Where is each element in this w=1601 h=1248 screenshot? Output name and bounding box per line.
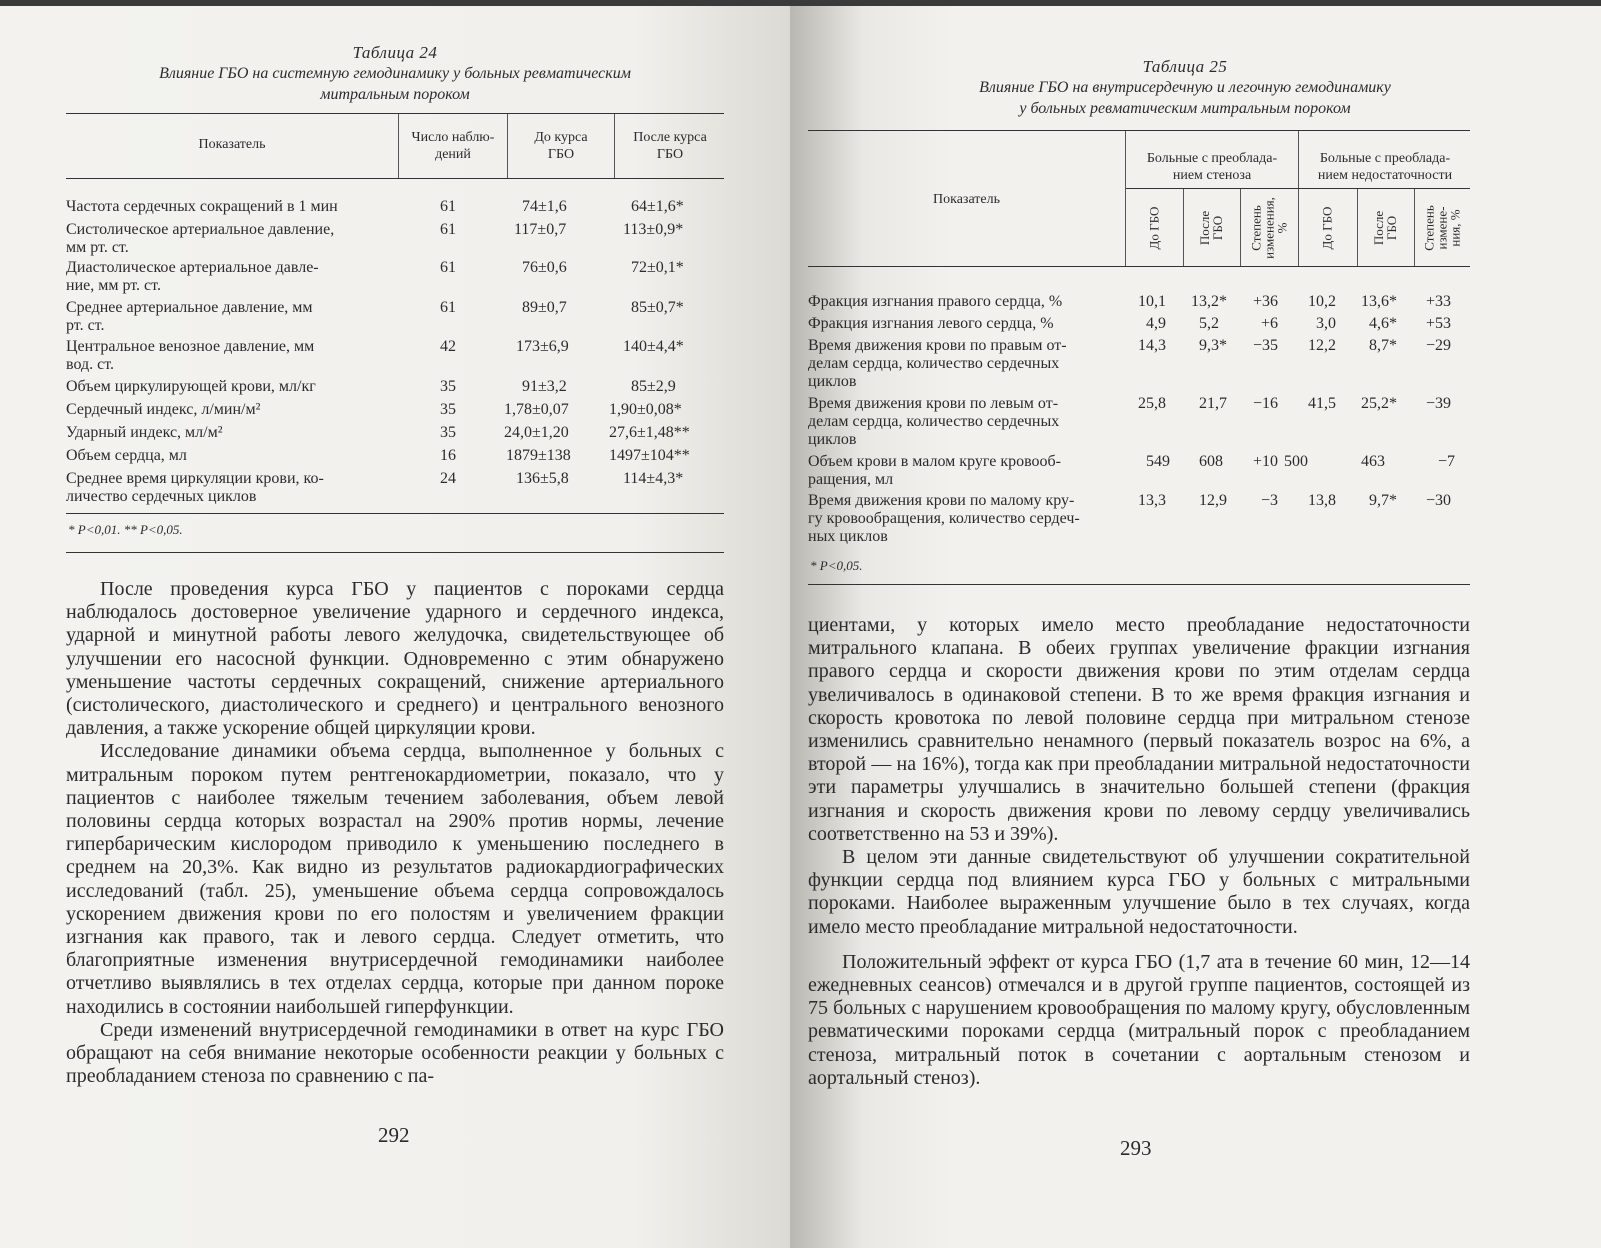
table-25-end-rule [808, 584, 1470, 585]
table-25-footnote: * P<0,05. [810, 558, 863, 573]
page-number-right: 293 [1120, 1136, 1152, 1160]
table-25-subheader [1198, 211, 1224, 245]
paragraph: В целом эти данные свидетельствуют об улучшении сократительной функции сердца под влиянием курса ГБО у больных с митральными пороками. Наиболее выраженным улучшение было в тех случаях, когда имело место преобладание митральной недостаточности. [808, 846, 1470, 938]
table-25-subheader: До ГБО [1146, 206, 1162, 250]
table-25-subheader [1250, 197, 1289, 259]
header-text: Степень изменения, % [1248, 197, 1290, 259]
paragraph: циентами, у которых имело место преобладание недостаточности митрального клапана. В обеих группах увеличение фракции изгнания правого сердца и скорости движения крови по этим отделам сердца увеличивалось в одинаковой степени. В то же время фракция изгнания и скорость кровотока по левой половине сердца при митральном стенозе изменились сравнительно ненамного (первый показатель возрос на 6%, а второй — на 16%), тогда как при преобладании митральной недостаточности эти параметры улучшались в значительно большей степени (фракция изгнания и скорость движения крови по левому сердцу увеличивались соответственно на 53 и 39%). [808, 614, 1470, 845]
paragraph: Положительный эффект от курса ГБО (1,7 ата в течение 60 мин, 12—14 ежедневных сеансов) отмечался и в другой группе пациентов, состоящей из 75 больных с нарушением кровообращения по малому кругу, обусловленным ревматическими пороками сердца (митральный порок с преобладанием стеноза, митральный поток в сочетании с аортальным стенозом и аортальный стеноз). [808, 950, 1470, 1089]
table-25-header-indicator: Показатель [933, 192, 1000, 207]
table-24-caption [70, 42, 720, 105]
table-25-col-divider [1357, 189, 1358, 266]
table-25-top-rule [808, 130, 1470, 131]
table-25-col-divider [1125, 131, 1126, 266]
table-24-number: Таблица 24 [352, 43, 438, 62]
paragraph: Исследование динамики объема сердца, выполненное у больных с митральным пороком путем рентгенокардиометрии, показало, что у пациентов с наиболее тяжелым течением заболевания, объем левой половины сердца которых возрастал на 290% против нормы, лечение гипербарическим кислородом приводило к уменьшению последнего в среднем на 20,3%. Как видно из результатов радиокардиографических исследований (табл. 25), уменьшение объема сердца сопровождалось ускорением движения крови по его полостям и увеличением фракции изгнания как правого, так и левого сердца. Следует отметить, что благоприятные изменения внутрисердечной гемодинамики наиболее отчетливо выявлялись в тех отделах сердца, которые при данном пороке находились в состоянии наибольшей гиперфункции. [66, 740, 724, 1018]
table-24-header-rule [66, 178, 724, 179]
table-25-header-group-insufficiency: Больные с преоблада- нием недостаточности [1317, 151, 1453, 183]
table-24-top-rule [66, 113, 724, 114]
table-25-header-rule [808, 266, 1470, 267]
table-25-header-group-stenosis: Больные с преоблада- нием стеноза [1146, 151, 1278, 183]
table-25-subheader [1423, 205, 1462, 251]
table-24-title-line-2: митральным пороком [320, 86, 470, 103]
table-24-header-after: После курса ГБО [633, 130, 707, 162]
table-25-subheader [1372, 211, 1398, 245]
paragraph: Среди изменений внутрисердечной гемодинамики в ответ на курс ГБО обращают на себя внимание некоторые особенности реакции у больных с преобладанием стеноза по сравнению с па- [66, 1018, 724, 1088]
header-text: Степень измене- ния, % [1421, 205, 1463, 251]
left-page-body [66, 578, 724, 1088]
table-25-col-divider [1240, 189, 1241, 266]
table-24-col-divider [614, 114, 615, 178]
header-text: После ГБО [1197, 210, 1225, 246]
table-24-footnote: * P<0,01. ** P<0,05. [68, 522, 183, 537]
table-24-end-rule [66, 552, 724, 553]
table-24-header-observations: Число наблю- дений [411, 130, 495, 162]
table-25-subheader: До ГБО [1319, 206, 1335, 250]
header-text: После ГБО [1371, 210, 1399, 246]
table-24-bottom-rule [66, 513, 724, 514]
table-25-col-divider [1183, 189, 1184, 266]
table-24-header-indicator: Показатель [198, 137, 266, 152]
left-page: Таблица 24 Влияние ГБО на системную гемодинамику у больных ревматическим митральным пороком Показатель Число наблю- дений До курса ГБО После курса ГБО Частота сердечных сокращений в 1 мин 61 74±1,6 64±1,6* Систолическое артериальное давление, мм рт. ст. 61 117±0,7 113±0,9* Диастолическое артериальное давле- ние, мм рт. ст. 61 76±0,6 72±0,1* Среднее артериальное давление, мм рт. ст. 61 89±0,7 85±0,7* Центральное венозное давление, мм вод. ст. 42 173±6,9 140±4,4* Объем циркулирующей крови, мл/кг 35 91±3,2 85±2,9 Сердечный индекс, л/мин/м² 35 1,78±0,07 1,90±0,08* Ударный индекс, мл/м² 35 24,0±1,20 27,6±1,48** Объем сердца, мл 16 1879±138 1497±104** Среднее время циркуляции крови, ко- личество сердечных циклов 24 136±5,8 114±4,3* * P<0,01. ** P<0,05. После проведения курса ГБО у пациентов с пороками сердца наблюдалось достоверное увеличение ударного и сердечного индекса, ударной и минутной работы левого желудочка, свидетельствующее об улучшении его насосной функции. Одновременно с этим обнаружено уменьшение частоты сердечных сокращений, снижение артериального (систолического, диастолического и среднего) и центрального венозного давления, а также ускорение общей циркуляции крови. Исследование динамики объема сердца, выполненное у больных с митральным пороком путем рентгенокардиометрии, показало, что у пациентов с наиболее тяжелым течением заболевания, объем левой половины сердца которых возрастал на 290% против нормы, лечение гипербарическим кислородом приводило к уменьшению последнего в среднем на 20,3%. Как видно из результатов радиокардиографических исследований (табл. 25), уменьшение объема сердца сопровождалось ускорением движения крови по его полостям и увеличением фракции изгнания как правого, так и левого сердца. Следует отметить, что благоприятные изменения внутрисердечной гемодинамики наиболее отчетливо выявлялись в тех отделах сердца, которые при данном пороке находились в состоянии наибольшей гиперфункции. Среди изменений внутрисердечной гемодинамики в ответ на курс ГБО обращают на себя внимание некоторые особенности реакции у больных с преобладанием стеноза по сравнению с па- 292 [0, 6, 790, 1248]
table-24-header-before: До курса ГБО [534, 130, 588, 162]
table-25-title-line-1: Влияние ГБО на внутрисердечную и легочную гемодинамику [979, 79, 1391, 96]
table-25-group-rule [1126, 188, 1470, 189]
page-number-left: 292 [378, 1123, 410, 1147]
right-page: Таблица 25 Влияние ГБО на внутрисердечную и легочную гемодинамику у больных ревматическим митральным пороком Показатель Больные с преоблада- нием стеноза Больные с преоблада- нием недостаточности До ГБО После ГБО Степень изменения, % До ГБО После ГБО Степень измене- ния, % Фракция изгнания правого сердца, % 10,1 13,2* +36 10,2 13,6* +33 Фракция изгнания левого сердца, % 4,9 5,2 +6 3,0 4,6* +53 Время движения крови по правым от- делам сердца, количество сердечных циклов 14,3 9,3* −35 12,2 8,7* −29 Время движения крови по левым от- делам сердца, количество сердечных циклов 25,8 21,7 −16 41,5 25,2* −39 Объем крови в малом круге кровооб- ращения, мл 549 608 +10 500 463 −7 Время движения крови по малому кру- гу кровообращения, количество сердеч- ных циклов 13,3 12,9 −3 13,8 9,7* −30 * P<0,05. циентами, у которых имело место преобладание недостаточности митрального клапана. В обеих группах увеличение фракции изгнания правого сердца и скорости движения крови по этим отделам сердца увеличивалось в одинаковой степени. В то же время фракция изгнания и скорость кровотока по левой половине сердца при митральном стенозе изменились сравнительно ненамного (первый показатель возрос на 6%, а второй — на 16%), тогда как при преобладании митральной недостаточности эти параметры улучшались в значительно большей степени (фракция изгнания и скорость движения крови по левому сердцу увеличивались соответственно на 53 и 39%). В целом эти данные свидетельствуют об улучшении сократительной функции сердца под влиянием курса ГБО у больных с митральными пороками. Наиболее выраженным улучшение было в тех случаях, когда имело место преобладание митральной недостаточности. Положительный эффект от курса ГБО (1,7 ата в течение 60 мин, 12—14 ежедневных сеансов) отмечался и в другой группе пациентов, состоящей из 75 больных с нарушением кровообращения по малому кругу, обусловленным ревматическими пороками сердца (митральный порок с преобладанием стеноза, митральный поток в сочетании с аортальным стенозом и аортальный стеноз). 293 [790, 6, 1601, 1248]
table-25-number: Таблица 25 [1142, 57, 1228, 76]
table-24-title-line-1: Влияние ГБО на системную гемодинамику у больных ревматическим [159, 65, 631, 82]
right-page-body [808, 614, 1470, 1090]
table-25-col-divider [1414, 189, 1415, 266]
paragraph: После проведения курса ГБО у пациентов с пороками сердца наблюдалось достоверное увеличение ударного и сердечного индекса, ударной и минутной работы левого желудочка, свидетельствующее об улучшении его насосной функции. Одновременно с этим обнаружено уменьшение частоты сердечных сокращений, снижение артериального (систолического, диастолического и среднего) и центрального венозного давления, а также ускорение общей циркуляции крови. [66, 578, 724, 740]
table-24-col-divider [398, 114, 399, 178]
table-25-col-divider [1298, 131, 1299, 266]
table-25-title-line-2: у больных ревматическим митральным пороком [1019, 100, 1351, 117]
table-25-caption [885, 56, 1485, 119]
